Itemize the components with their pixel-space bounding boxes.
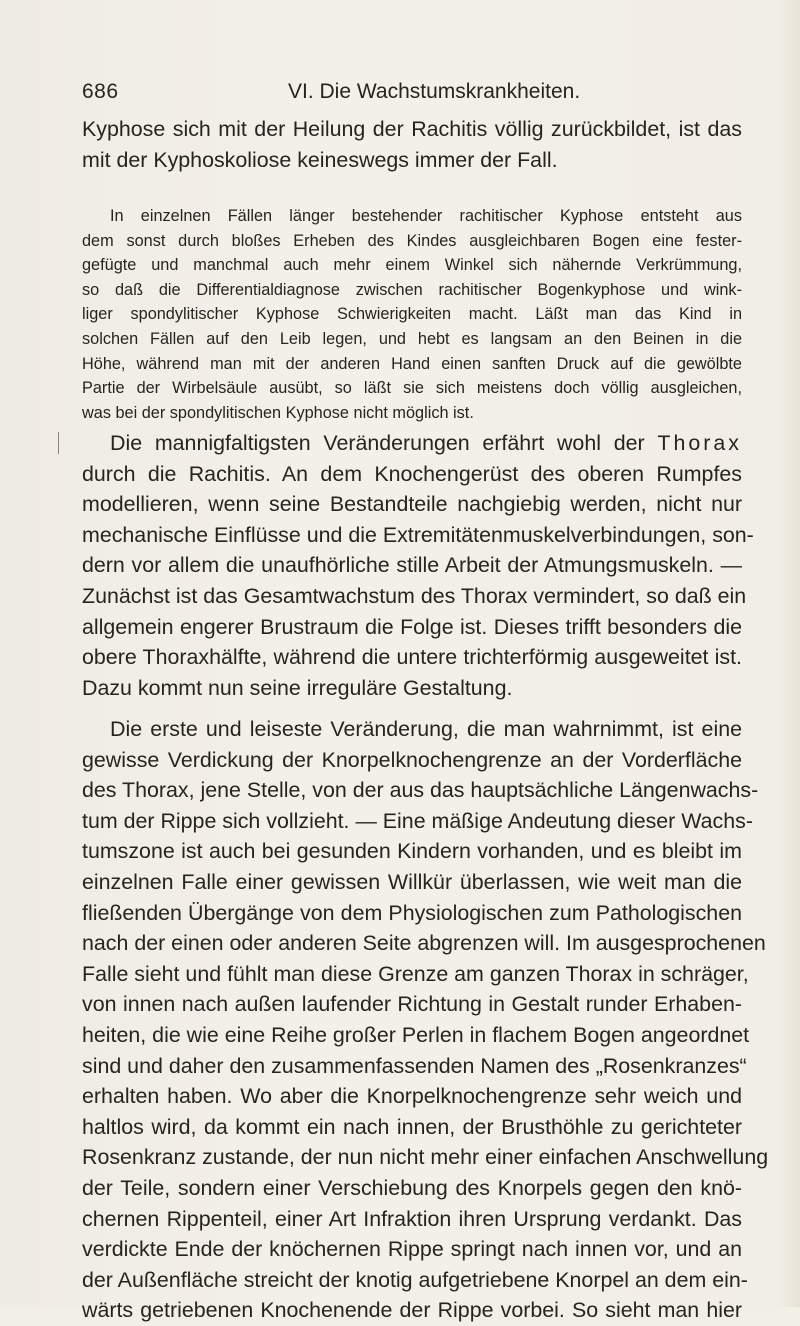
text-line: tum der Rippe sich vollzieht. — Eine mäßige Andeutung dieser Wachs- bbox=[82, 808, 753, 833]
text-line: obere Thoraxhälfte, während die untere trichterförmig ausgeweitet ist. bbox=[82, 645, 742, 670]
text-line: allgemein engerer Brustraum die Folge ist. Dieses trifft besonders die bbox=[82, 614, 742, 639]
text-line: dem sonst durch bloßes Erheben des Kindes ausgleichbaren Bogen eine fester- bbox=[82, 231, 742, 250]
paragraph-2-small-print bbox=[82, 204, 742, 425]
text-line: modellieren, wenn seine Bestandteile nachgiebig werden, nicht nur bbox=[82, 492, 742, 517]
text-line: einzelnen Falle einer gewissen Willkür überlassen, wie weit man die bbox=[82, 869, 742, 894]
text-line: solchen Fällen auf den Leib legen, und hebt es langsam an den Beinen in die bbox=[82, 329, 742, 348]
text-line: Partie der Wirbelsäule ausübt, so läßt sie sich meistens doch völlig ausgleichen, bbox=[82, 379, 742, 398]
paragraph-4 bbox=[82, 714, 769, 1326]
text-line: von innen nach außen laufender Richtung in Gestalt runder Erhaben- bbox=[82, 992, 742, 1017]
text-line: In einzelnen Fällen länger bestehender rachitischer Kyphose entsteht aus bbox=[110, 207, 742, 225]
text-line: was bei der spondylitischen Kyphose nicht möglich ist. bbox=[82, 403, 474, 422]
text-line: verdickte Ende der knöchernen Rippe springt nach innen vor, und an bbox=[82, 1237, 742, 1262]
paragraph-3 bbox=[82, 428, 754, 703]
text-line: mit der Kyphoskoliose keineswegs immer der Fall. bbox=[82, 147, 558, 172]
text-line: gewisse Verdickung der Knorpelknochengrenze an der Vorderfläche bbox=[82, 747, 742, 772]
text-line: fließenden Übergänge von dem Physiologischen zum Pathologischen bbox=[82, 900, 742, 925]
text-line: durch die Rachitis. An dem Knochengerüst des oberen Rumpfes bbox=[82, 461, 742, 486]
text-line bbox=[82, 428, 742, 459]
margin-mark bbox=[58, 432, 59, 454]
text-line: erhalten haben. Wo aber die Knorpelknochengrenze sehr weich und bbox=[82, 1084, 742, 1109]
text-line: wärts getriebenen Knochenende der Rippe vorbei. So sieht man hier bbox=[82, 1298, 742, 1323]
text-line: gefügte und manchmal auch mehr einem Winkel sich nähernde Verkrümmung, bbox=[82, 256, 742, 275]
page-edge-shadow bbox=[778, 0, 800, 1307]
text-line: Rosenkranz zustande, der nun nicht mehr einer einfachen Anschwellung bbox=[82, 1145, 769, 1170]
text-line-start: Die mannigfaltigsten Veränderungen erfährt wohl der bbox=[110, 431, 645, 455]
page-number: 686 bbox=[82, 80, 119, 103]
text-line: Kyphose sich mit der Heilung der Rachitis völlig zurückbildet, ist das bbox=[82, 117, 742, 141]
text-line: dern vor allem die unaufhörliche stille Arbeit der Atmungsmuskeln. — bbox=[82, 553, 742, 578]
text-line: Falle sieht und fühlt man diese Grenze am ganzen Thorax in schräger, bbox=[82, 961, 749, 986]
paragraph-1 bbox=[82, 114, 742, 175]
emphasized-term-thorax: Thorax bbox=[657, 431, 742, 455]
text-line: haltlos wird, da kommt ein nach innen, der Brusthöhle zu gerichteter bbox=[82, 1114, 742, 1139]
text-line: tumszone ist auch bei gesunden Kindern vorhanden, und es bleibt im bbox=[82, 839, 742, 864]
running-head: VI. Die Wachstumskrankheiten. bbox=[288, 80, 581, 103]
text-line: sind und daher den zusammenfassenden Namen des „Rosenkranzes“ bbox=[82, 1053, 747, 1078]
text-line: des Thorax, jene Stelle, von der aus das hauptsächliche Längenwachs- bbox=[82, 778, 759, 803]
text-line: liger spondylitischer Kyphose Schwierigkeiten macht. Läßt man das Kind in bbox=[82, 305, 742, 324]
text-line: mechanische Einflüsse und die Extremitätenmuskelverbindungen, son- bbox=[82, 522, 754, 547]
text-line: Zunächst ist das Gesamtwachstum des Thorax vermindert, so daß ein bbox=[82, 583, 747, 608]
text-line: heiten, die wie eine Reihe großer Perlen in flachem Bogen angeordnet bbox=[82, 1022, 750, 1047]
text-line: Höhe, während man mit der anderen Hand einen sanften Druck auf die gewölbte bbox=[82, 354, 742, 373]
text-line: so daß die Differentialdiagnose zwischen rachitischer Bogenkyphose und wink- bbox=[82, 280, 742, 299]
text-line: chernen Rippenteil, einer Art Infraktion ihren Ursprung verdankt. Das bbox=[82, 1206, 742, 1231]
page-header bbox=[82, 80, 742, 112]
text-line: Dazu kommt nun seine irreguläre Gestaltung. bbox=[82, 675, 513, 700]
text-line: nach der einen oder anderen Seite abgrenzen will. Im ausgesprochenen bbox=[82, 931, 766, 956]
text-line: Die erste und leiseste Veränderung, die man wahrnimmt, ist eine bbox=[110, 717, 742, 741]
text-line: der Außenfläche streicht der knotig aufgetriebene Knorpel an dem ein- bbox=[82, 1267, 748, 1292]
text-line: der Teile, sondern einer Verschiebung des Knorpels gegen den knö- bbox=[82, 1175, 742, 1200]
